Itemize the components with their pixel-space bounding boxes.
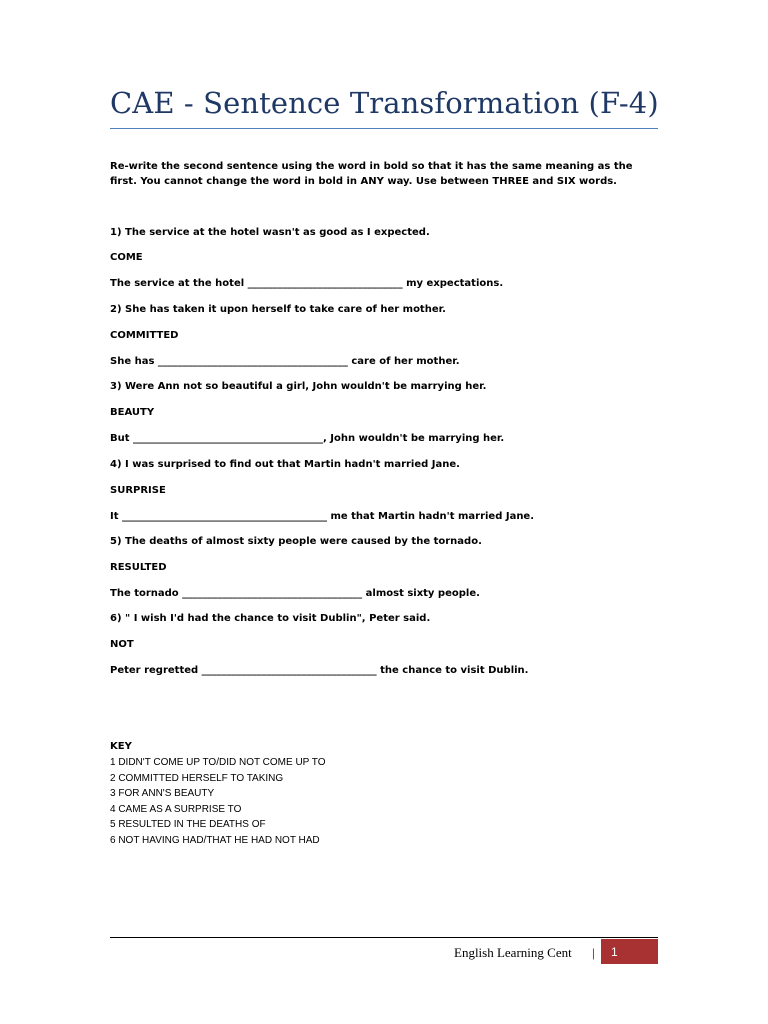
answer-key-item: 2 COMMITTED HERSELF TO TAKING [110, 772, 284, 784]
footer-rule [110, 937, 658, 938]
exercise-5-keyword: RESULTED [110, 562, 167, 573]
page-title: CAE - Sentence Transformation (F-4) [110, 86, 659, 120]
footer-separator: | [592, 945, 595, 960]
answer-key-list [110, 755, 325, 848]
answer-key-item: 5 RESULTED IN THE DEATHS OF [110, 819, 266, 830]
exercise-3-prompt: 3) Were Ann not so beautiful a girl, John wouldn't be marrying her. [110, 381, 487, 392]
document-page [110, 0, 658, 1024]
exercise-3-answer-line: But ______________________________________, John wouldn't be marrying her. [110, 433, 505, 444]
exercise-4-answer-line: It _________________________________________ me that Martin hadn't married Jane. [110, 511, 535, 522]
exercise-4-prompt: 4) I was surprised to find out that Martin hadn't married Jane. [110, 459, 460, 470]
exercise-2-answer-line: She has ______________________________________ care of her mother. [110, 356, 460, 367]
page-number: 1 [611, 944, 618, 959]
footer-text: English Learning Cent [454, 945, 572, 960]
exercise-6-keyword: NOT [110, 639, 134, 650]
exercise-5-prompt: 5) The deaths of almost sixty people were caused by the tornado. [110, 536, 482, 547]
page-number-badge [601, 939, 658, 964]
answer-key-item: 4 CAME AS A SURPRISE TO [110, 803, 242, 815]
exercise-6-prompt: 6) " I wish I'd had the chance to visit Dublin", Peter said. [110, 613, 431, 624]
exercise-1-keyword: COME [110, 252, 143, 263]
exercise-4-keyword: SURPRISE [110, 485, 166, 496]
exercise-3-keyword: BEAUTY [110, 407, 155, 418]
exercise-1-prompt: 1) The service at the hotel wasn't as good as I expected. [110, 227, 430, 238]
exercise-2-prompt: 2) She has taken it upon herself to take care of her mother. [110, 304, 446, 315]
exercise-2-keyword: COMMITTED [110, 330, 179, 341]
title-underline [110, 128, 658, 129]
exercise-6-answer-line: Peter regretted ___________________________________ the chance to visit Dublin. [110, 665, 529, 676]
answer-key-item: 6 NOT HAVING HAD/THAT HE HAD NOT HAD [110, 834, 320, 846]
exercise-5-answer-line: The tornado ____________________________________ almost sixty people. [110, 588, 480, 599]
answer-key-item: 1 DIDN'T COME UP TO/DID NOT COME UP TO [110, 757, 326, 768]
exercise-1-answer-line: The service at the hotel _______________________________ my expectations. [110, 278, 504, 289]
answer-key-item: 3 FOR ANN'S BEAUTY [110, 788, 215, 799]
instructions: Re-write the second sentence using the word in bold so that it has the same meaning as the first. You cannot change the word in bold in ANY way. Use between THREE and SIX words. [110, 161, 633, 187]
answer-key-title: KEY [110, 741, 132, 752]
